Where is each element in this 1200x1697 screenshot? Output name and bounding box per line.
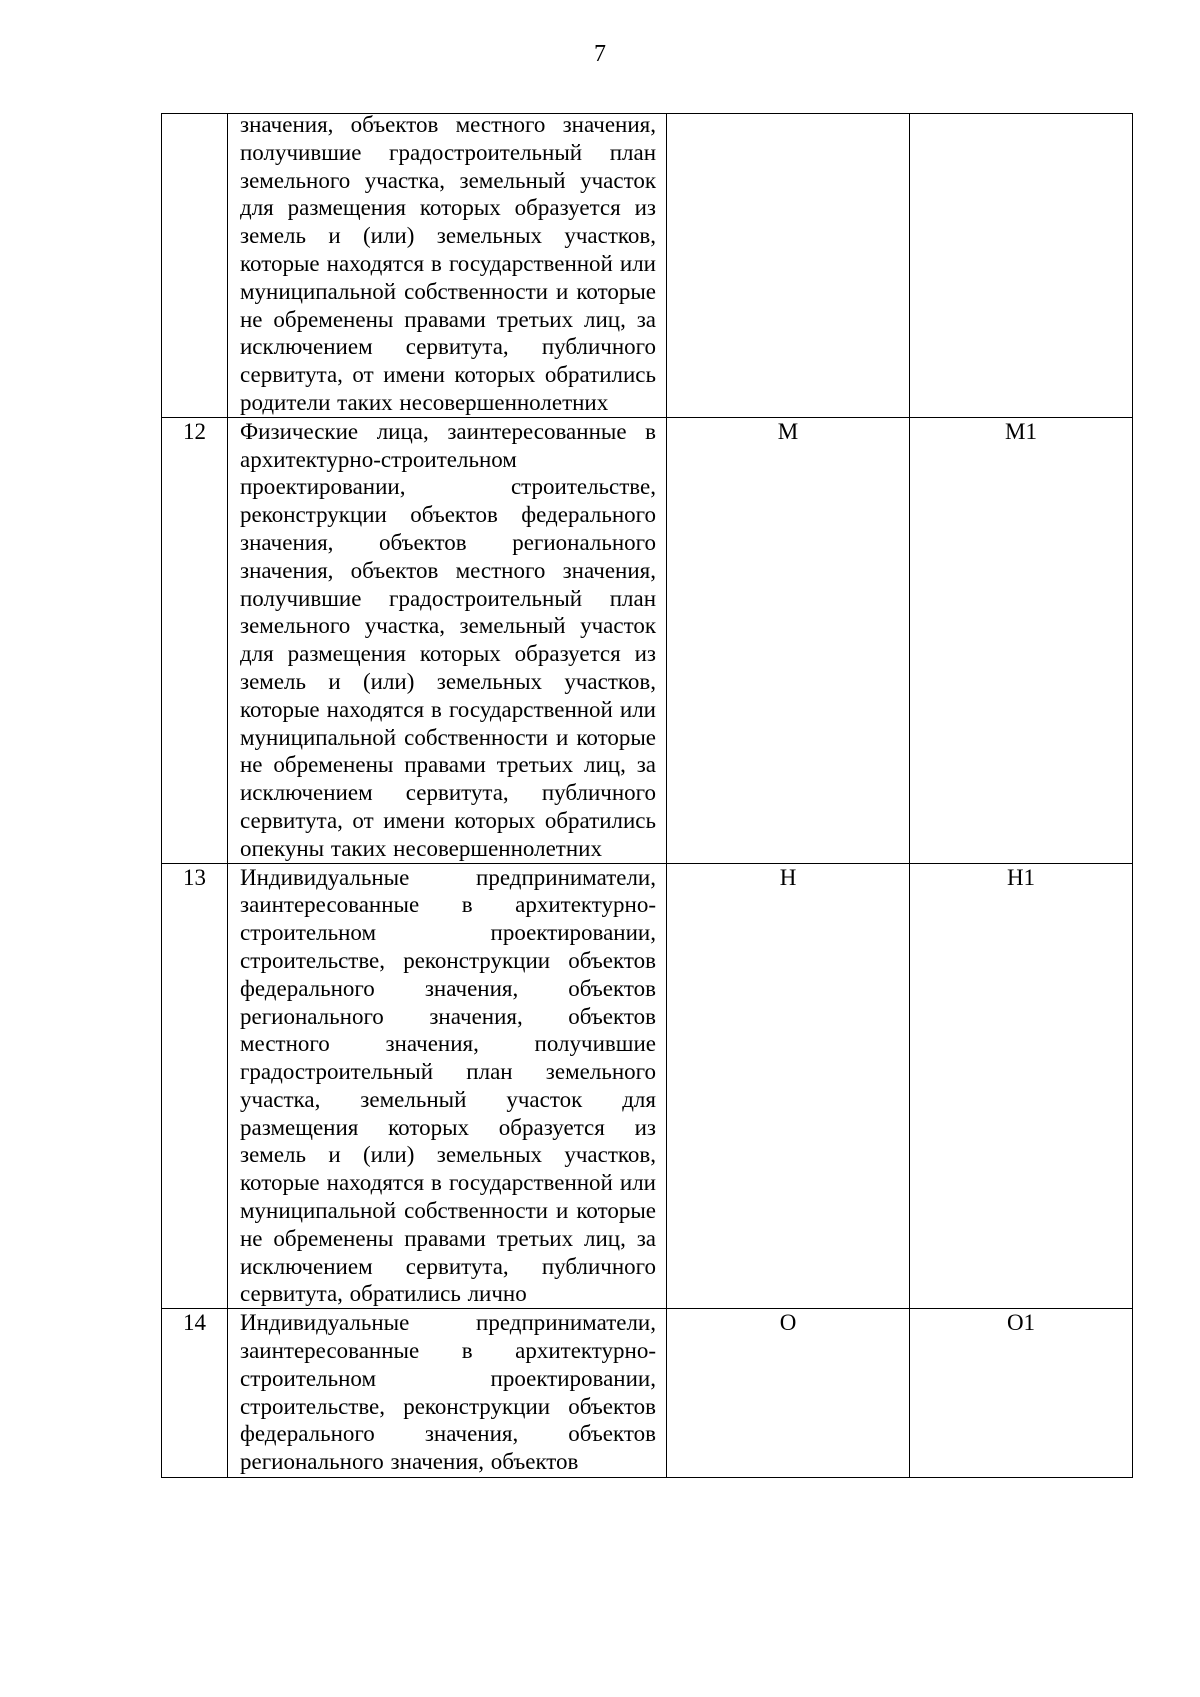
row-subcode: М1	[910, 417, 1133, 863]
row-subcode: О1	[910, 1309, 1133, 1478]
row-description-cell	[228, 1309, 667, 1478]
row-code: М	[667, 417, 910, 863]
table-row	[162, 863, 1133, 1309]
row-description-cell	[228, 114, 667, 418]
page-number: 7	[594, 41, 606, 67]
row-description: значения, объектов местного значения, получившие градостроительный план земельного участка, земельный участок для размещения которых образуется из земель и (или) земельных участков, которые находятся в государственной или муниципальной собственности и которые не обременены правами третьих лиц, за исключением сервитута, публичного сервитута, от имени которых обратились родители таких несовершеннолетних	[240, 112, 656, 415]
row-description-cell	[228, 417, 667, 863]
row-subcode	[910, 114, 1133, 418]
row-number: 14	[162, 1309, 228, 1478]
row-description: Индивидуальные предприниматели, заинтересованные в архитектурно-строительном проектировании, строительстве, реконструкции объектов федерального значения, объектов регионального значения, объектов	[240, 1310, 656, 1475]
row-description-cell	[228, 863, 667, 1309]
row-description: Индивидуальные предприниматели, заинтересованные в архитектурно-строительном проектировании, строительстве, реконструкции объектов федерального значения, объектов регионального значения, объектов местного значения, получившие градостроительный план земельного участка, земельный участок для размещения которых образуется из земель и (или) земельных участков, которые находятся в государственной или муниципальной собственности и которые не обременены правами третьих лиц, за исключением сервитута, публичного сервитута, обратились лично	[240, 864, 656, 1307]
row-subcode: Н1	[910, 863, 1133, 1309]
row-code	[667, 114, 910, 418]
row-code: Н	[667, 863, 910, 1309]
row-number: 13	[162, 863, 228, 1309]
table-row	[162, 417, 1133, 863]
table-row	[162, 114, 1133, 418]
row-number	[162, 114, 228, 418]
row-number: 12	[162, 417, 228, 863]
table-row	[162, 1309, 1133, 1478]
row-code: О	[667, 1309, 910, 1478]
row-description: Физические лица, заинтересованные в архитектурно-строительном проектировании, строительстве, реконструкции объектов федерального значения, объектов регионального значения, объектов местного значения, получившие градостроительный план земельного участка, земельный участок для размещения которых образуется из земель и (или) земельных участков, которые находятся в государственной или муниципальной собственности и которые не обременены правами третьих лиц, за исключением сервитута, публичного сервитута, от имени которых обратились опекуны таких несовершеннолетних	[240, 418, 656, 861]
applicant-categories-table	[161, 113, 1133, 1478]
